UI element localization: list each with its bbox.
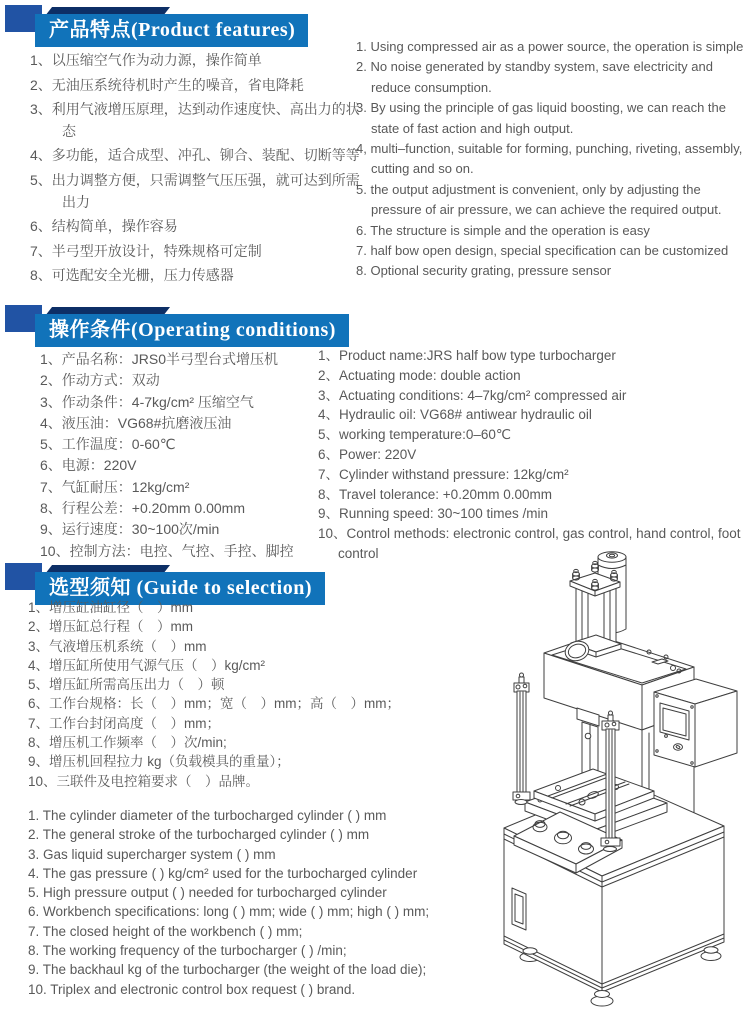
list-item: 3、气液增压机系统（ ）mm — [28, 638, 207, 654]
list-item: 2、Actuating mode: double action — [318, 367, 521, 383]
list-item: 7. The closed height of the workbench ( ) mm; — [28, 923, 303, 939]
list-item: 6. Workbench specifications: long ( ) mm; wide ( ) mm; high ( ) mm; — [28, 904, 430, 920]
list-item: 3. By using the principle of gas liquid boosting, we can reach the state of fast action and high output. — [356, 100, 727, 136]
machine-drawing — [430, 540, 750, 1010]
list-item: 8、Travel tolerance: +0.20mm 0.00mm — [318, 486, 552, 502]
list-item: 10、控制方法：电控、气控、手控、脚控 — [40, 542, 294, 559]
list-item: 1. Using compressed air as a power source, the operation is simple — [356, 39, 744, 54]
list-item: 4、Hydraulic oil: VG68# antiwear hydraulic oil — [318, 407, 592, 423]
list-item: 6. The structure is simple and the operation is easy — [356, 222, 650, 238]
section-title-conditions: 操作条件(Operating conditions) — [35, 314, 349, 347]
list-item: 3. Gas liquid supercharger system ( ) mm — [28, 846, 276, 862]
section-title-features: 产品特点(Product features) — [35, 14, 308, 47]
list-item: 5. High pressure output ( ) needed for turbocharged cylinder — [28, 885, 387, 901]
list-item: 2、增压缸总行程（ ）mm — [28, 619, 193, 635]
list-item: 1、以压缩空气作为动力源，操作简单 — [30, 52, 262, 68]
control-box — [654, 679, 737, 767]
list-item: 9、Running speed: 30~100 times /min — [318, 506, 549, 522]
list-item: 1、产品名称：JRS0半弓型台式增压机 — [40, 351, 279, 367]
list-item: 5、出力调整方便，只需调整气压压强，就可达到所需出力 — [30, 171, 360, 210]
list-item: 1、Product name:JRS half bow type turbocharger — [318, 348, 616, 363]
list-item: 4, multi–function, suitable for forming, punching, riveting, assembly, cutting and so on. — [356, 141, 743, 177]
list-item: 9. The backhaul kg of the turbocharger (the weight of the load die); — [28, 962, 427, 978]
list-item: 2. No noise generated by standby system, save electricity and reduce consumption. — [356, 59, 713, 95]
list-item: 6、结构简单，操作容易 — [30, 218, 178, 235]
list-item: 1. The cylinder diameter of the turbocharged cylinder ( ) mm — [28, 808, 387, 823]
list-item: 8、增压机工作频率（ ）次/min; — [28, 735, 227, 751]
list-item: 4. The gas pressure ( ) kg/cm² used for the turbocharged cylinder — [28, 865, 418, 881]
list-item: 5、working temperature:0–60℃ — [318, 427, 512, 443]
list-item: 10、三联件及电控箱要求（ ）品牌。 — [28, 773, 260, 789]
features-list-en — [356, 37, 748, 282]
list-item: 3、Actuating conditions: 4–7kg/cm² compressed air — [318, 387, 627, 403]
list-item: 5、增压缸所需高压出力（ ）顿 — [28, 677, 225, 693]
list-item: 10. Triplex and electronic control box request ( ) brand. — [28, 981, 356, 997]
list-item: 10、Control methods: electronic control, gas control, hand control, foot control — [318, 526, 741, 561]
list-item: 6、工作台规格：长（ ）mm；宽（ ）mm；高（ ）mm； — [28, 696, 400, 712]
list-item: 6、Power: 220V — [318, 446, 417, 462]
conditions-list-cn — [40, 349, 340, 562]
list-item: 8、行程公差：+0.20mm 0.00mm — [40, 500, 245, 517]
list-item: 7、Cylinder withstand pressure: 12kg/cm² — [318, 466, 569, 482]
list-item: 1、增压缸油缸径（ ）mm — [28, 600, 193, 615]
list-item: 7、工作台封闭高度（ ）mm； — [28, 715, 220, 731]
list-item: 8、可选配安全光栅，压力传感器 — [30, 267, 234, 284]
list-item: 5、工作温度：0-60℃ — [40, 436, 176, 453]
list-item: 9、运行速度：30~100次/min — [40, 521, 220, 538]
list-item: 7. half bow open design, special specification can be customized — [356, 243, 729, 259]
list-item: 2、作动方式：双动 — [40, 372, 160, 389]
list-item: 9、增压机回程拉力 kg（负载模具的重量）； — [28, 754, 290, 770]
list-item: 2. The general stroke of the turbocharged cylinder ( ) mm — [28, 827, 370, 843]
list-item: 7、气缸耐压：12kg/cm² — [40, 478, 190, 495]
section-title-selection: 选型须知 (Guide to selection) — [35, 572, 325, 605]
list-item: 8. The working frequency of the turbocharger ( ) /min; — [28, 943, 347, 959]
list-item: 7、半弓型开放设计，特殊规格可定制 — [30, 242, 262, 259]
list-item: 5. the output adjustment is convenient, only by adjusting the pressure of air pressure, we can achieve the required output. — [356, 181, 722, 218]
features-list-cn — [30, 50, 360, 290]
selection-list-en — [28, 806, 493, 999]
conditions-list-en — [318, 346, 750, 564]
list-item: 3、利用气液增压原理，达到动作速度快、高出力的状态 — [30, 101, 360, 139]
list-item: 4、液压油：VG68#抗磨液压油 — [40, 414, 232, 431]
selection-list-cn — [28, 598, 448, 791]
list-item: 4、增压缸所使用气源气压（ ）kg/cm² — [28, 657, 266, 673]
list-item: 6、电源：220V — [40, 457, 137, 474]
light-curtain-left — [513, 673, 530, 805]
list-item: 3、作动条件：4-7kg/cm² 压缩空气 — [40, 393, 254, 410]
list-item: 4、多功能，适合成型、冲孔、铆合、装配、切断等等 — [30, 147, 360, 164]
list-item: 8. Optional security grating, pressure sensor — [356, 263, 612, 279]
list-item: 2、无油压系统待机时产生的噪音，省电降耗 — [30, 76, 304, 93]
